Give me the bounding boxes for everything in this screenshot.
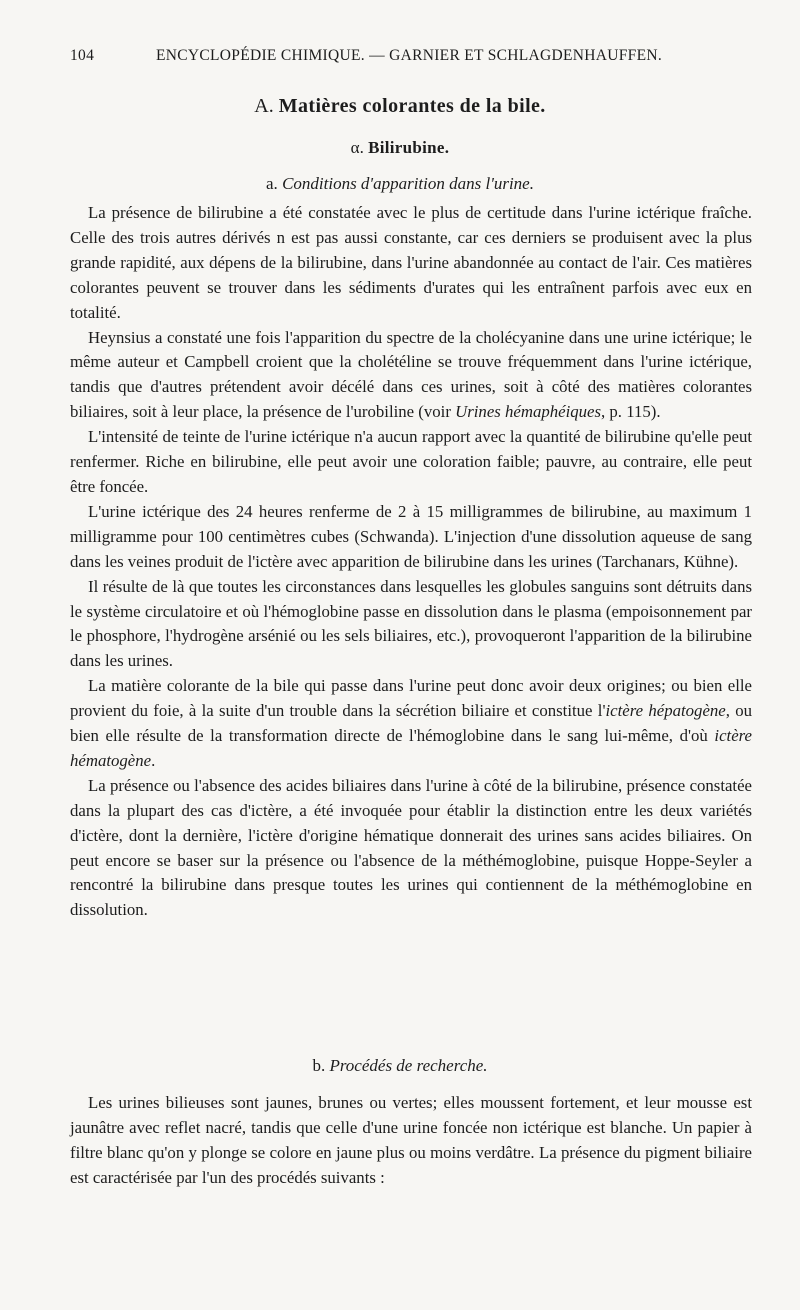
subsection-heading [0, 138, 800, 158]
italic-term: ictère hépatogène [605, 701, 726, 721]
part-b-body [70, 1091, 752, 1191]
part-a-body [70, 201, 752, 923]
text-run: Heynsius a constaté une fois l'apparition du spectre de la cholécyanine dans une urine ictérique; le même auteur et Campbell croient que la cholétéline se trouve fréquemment dans l'urine ictérique, tandis que d'autres prétendent avoir décélé dans ces urines, soit à côté des matières colorantes biliaires, soit à leur place, la présence de l'urobiline (voir [70, 327, 752, 422]
part-b-marker: b. [312, 1056, 326, 1075]
paragraph [70, 326, 752, 426]
paragraph: L'intensité de teinte de l'urine ictérique n'a aucun rapport avec la quantité de bilirubine qu'elle peut renfermer. Riche en bilirubine, elle peut avoir une coloration faible; pauvre, au contraire, elle peut être foncée. [70, 427, 752, 496]
part-a-title: Conditions d'apparition dans l'urine. [282, 174, 534, 193]
part-b-heading [0, 1056, 800, 1076]
subsection-marker: α. [350, 138, 364, 157]
part-a-heading [0, 174, 800, 194]
page-number: 104 [70, 47, 95, 64]
italic-ref: Urines hémaphéiques [455, 402, 602, 422]
paragraph: La présence ou l'absence des acides biliaires dans l'urine à côté de la bilirubine, présence constatée dans la plupart des cas d'ictère, a été invoquée pour établir la distinction entre les deux variétés d'ictère, dont la dernière, l'ictère d'origine hématique donnerait des urines sans acides biliaires. On peut encore se baser sur la présence ou l'absence de la méthémoglobine, puisque Hoppe-Seyler a rencontré la bilirubine dans presque toutes les urines qui contiennent de la méthémoglobine en dissolution. [70, 775, 752, 920]
text-run: , p. 115). [601, 402, 661, 422]
paragraph: Les urines bilieuses sont jaunes, brunes ou vertes; elles moussent fortement, et leur mousse est jaunâtre avec reflet nacré, tandis que celle d'une urine foncée non ictérique est blanche. Un papier à filtre blanc qu'on y plonge se colore en jaune plus ou moins verdâtre. La présence du pigment biliaire est caractérisée par l'un des procédés suivants : [70, 1093, 752, 1187]
text-run: La matière colorante de la bile qui passe dans l'urine peut donc avoir deux origines; ou bien elle provient du foie, à la suite d'un trouble dans la sécrétion biliaire et constitue l' [70, 676, 752, 721]
section-title: Matières colorantes de la bile. [278, 95, 546, 117]
italic-term: ictère hématogène [70, 726, 752, 770]
paragraph: L'urine ictérique des 24 heures renferme de 2 à 15 milligrammes de bilirubine, au maximum 1 milligramme pour 100 centimètres cubes (Schwanda). L'injection d'une dissolution aqueuse de sang dans les veines produit de l'ictère avec apparition de bilirubine dans les urines (Tarchanars, Kühne). [70, 501, 752, 571]
subsection-title: Bilirubine. [368, 138, 450, 157]
text-run: , ou bien elle résulte de la transformation directe de l'hémoglobine dans le sang lui-même, d'où [70, 701, 753, 746]
section-heading [0, 95, 800, 118]
part-a-marker: a. [266, 174, 278, 193]
paragraph [70, 674, 752, 774]
paragraph: Il résulte de là que toutes les circonstances dans lesquelles les globules sanguins sont détruits dans le système circulatoire et où l'hémoglobine passe en dissolution dans le plasma (empoisonnement par le phosphore, l'hydrogène arsénié ou les sels biliaires, etc.), provoqueront l'apparition de la bilirubine dans les urines. [70, 576, 752, 671]
part-b-title: Procédés de recherche. [329, 1056, 488, 1075]
text-run: . [151, 750, 156, 770]
running-title: ENCYCLOPÉDIE CHIMIQUE. — GARNIER ET SCHLAGDENHAUFFEN. [156, 47, 663, 64]
section-marker: A. [254, 95, 274, 117]
paragraph: La présence de bilirubine a été constatée avec le plus de certitude dans l'urine ictérique fraîche. Celle des trois autres dérivés n est pas aussi constante, car ces derniers se produisent avec la plus grande rapidité, aux dépens de la bilirubine, dans l'urine abandonnée au contact de l'air. Ces matières colorantes peuvent se trouver dans les sédiments d'urates qui les entraînent parfois avec eux en totalité. [70, 203, 752, 322]
running-header [70, 47, 770, 71]
